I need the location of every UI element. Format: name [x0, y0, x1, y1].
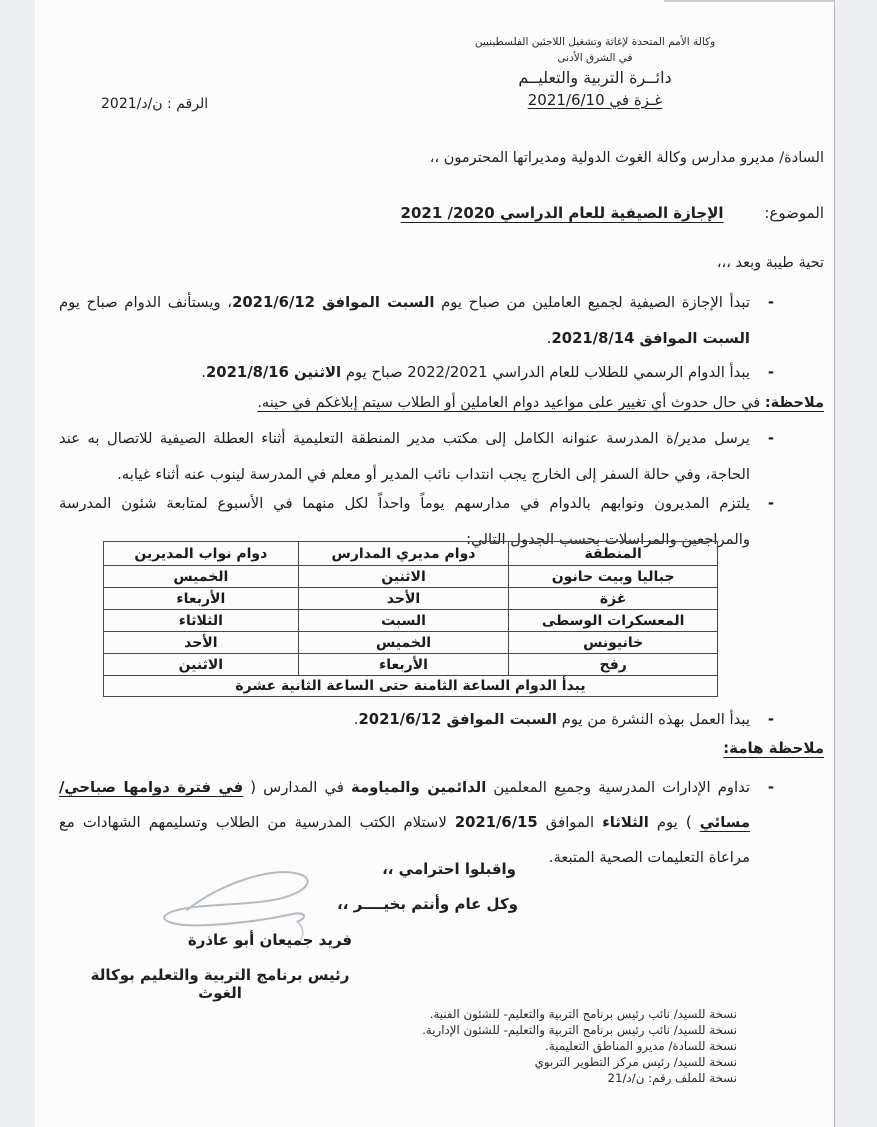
bullet-vacation-dates	[59, 285, 776, 357]
closing-line-1: واقبلوا احترامي ،،	[382, 860, 516, 878]
table-cell: الأحد	[298, 588, 509, 610]
attendance-schedule	[103, 541, 718, 697]
schedule-table	[103, 541, 718, 697]
table-cell: خانيونس	[509, 632, 718, 654]
table-cell: غزة	[509, 588, 718, 610]
cc-line: نسخة للملف رقم: ن/د/21	[607, 1071, 737, 1085]
cc-line: نسخة للسيد/ نائب رئيس برنامج التربية والتعليم- للشئون الفنية.	[429, 1007, 737, 1021]
addressee-line: السادة/ مديرو مدارس وكالة الغوث الدولية ومديراتها المحترمون ،،	[429, 150, 824, 166]
subject-title: الإجازة الصيفية للعام الدراسي 2020/ 2021	[400, 204, 724, 222]
bullet-effective-date	[59, 702, 776, 738]
bullet-text: يبدأ العمل بهذه النشرة من يوم السبت الموافق 2021/6/12.	[353, 711, 750, 728]
table-footer-cell: يبدأ الدوام الساعة الثامنة حتى الساعة الثانية عشرة	[104, 676, 718, 697]
bullet-dash: -	[767, 294, 774, 311]
table-cell: المعسكرات الوسطى	[509, 610, 718, 632]
cc-line: نسخة للسادة/ مديرو المناطق التعليمية.	[545, 1039, 737, 1053]
letter-page	[35, 0, 835, 1127]
place-and-date: غـزة في 2021/6/10	[527, 91, 663, 109]
closing-line-2: وكل عام وأنتم بخيــــر ،،	[337, 895, 518, 913]
table-row	[104, 654, 718, 676]
bullet-dash: -	[767, 711, 774, 728]
table-row	[104, 566, 718, 588]
bullet-principal-address	[59, 421, 776, 493]
table-footer-row	[104, 676, 718, 697]
bullet-dash: -	[767, 364, 774, 381]
table-cell: الاثنين	[104, 654, 299, 676]
signer-name: فريد جميعان أبو عاذرة	[187, 931, 353, 949]
table-header-row	[104, 542, 718, 566]
note-schedule-change: ملاحظة: في حال حدوث أي تغيير على مواعيد دوام العاملين أو الطلاب سيتم إبلاغكم في حينه.	[257, 395, 824, 411]
org-name-line2: في الشرق الأدنى	[557, 52, 633, 64]
department-name: دائــرة التربية والتعليــم	[518, 68, 672, 87]
table-header-cell: المنطقة	[509, 542, 718, 566]
cc-list	[422, 1006, 737, 1086]
subject-line	[401, 204, 824, 222]
table-cell: الأربعاء	[298, 654, 509, 676]
table-cell: الاثنين	[298, 566, 509, 588]
cc-line: نسخة للسيد/ نائب رئيس برنامج التربية والتعليم- للشئون الإدارية.	[422, 1023, 737, 1037]
bullet-dash: -	[767, 779, 774, 796]
bullet-dash: -	[767, 430, 774, 447]
table-cell: الأحد	[104, 632, 299, 654]
table-cell: رفح	[509, 654, 718, 676]
table-cell: السبت	[298, 610, 509, 632]
letterhead	[474, 34, 716, 111]
table-cell: الثلاثاء	[104, 610, 299, 632]
table-cell: جباليا وبيت حانون	[509, 566, 718, 588]
subject-label: الموضوع:	[764, 204, 824, 222]
bullet-text: تداوم الإدارات المدرسية وجميع المعلمين الدائمين والمياومة في المدارس ( في فترة دوامها صباحي/ مسائي ) يوم الثلاثاء الموافق 2021/6/15 لاستلام الكتب المدرسية من الطلاب وتسليمهم الشهادات مع مراعاة التعليمات الصحية المتبعة.	[59, 779, 751, 866]
bullet-students-start	[59, 355, 776, 391]
table-cell: الخميس	[298, 632, 509, 654]
scan-edge-artifact	[664, 0, 834, 2]
cc-line: نسخة للسيد/ رئيس مركز التطوير التربوي	[534, 1055, 737, 1069]
table-cell: الأربعاء	[104, 588, 299, 610]
reference-number: الرقم : ن/د/2021	[101, 96, 209, 112]
bullet-text: تبدأ الإجازة الصيفية لجميع العاملين من صباح يوم السبت الموافق 2021/6/12، ويستأنف الدوام صباح يوم السبت الموافق 2021/8/14.	[59, 294, 750, 347]
bullet-text: يرسل مدير/ة المدرسة عنوانه الكامل إلى مكتب مدير المنطقة التعليمية أثناء العطلة الصيفية للاتصال به عند الحاجة، وفي حالة السفر إلى الخارج يجب انتداب نائب المدير أو معلم في المدرسة لينوب عنه أثناء غيابه.	[59, 430, 750, 483]
table-row	[104, 632, 718, 654]
bullet-text: يلتزم المديرون ونوابهم بالدوام في مدارسهم يوماً واحداً لكل منهما في الأسبوع لمتابعة شئون المدرسة والمراجعين والمراسلات بحسب الجدول التالي:	[59, 495, 750, 548]
table-header-cell: دوام مديري المدارس	[298, 542, 509, 566]
bullet-text: يبدأ الدوام الرسمي للطلاب للعام الدراسي 2022/2021 صباح يوم الاثنين 2021/8/16.	[201, 364, 750, 381]
table-header-cell: دوام نواب المديرين	[104, 542, 299, 566]
bullet-dash: -	[767, 495, 774, 512]
important-note-heading: ملاحظة هامة:	[723, 739, 824, 757]
table-cell: الخميس	[104, 566, 299, 588]
table-row	[104, 588, 718, 610]
greeting-line: تحية طيبة وبعد ،،،	[716, 255, 824, 271]
org-name-line1: وكالة الأمم المتحدة لإغاثة وتشغيل اللاجئين الفلسطينيين	[474, 36, 716, 48]
signer-title: رئيس برنامج التربية والتعليم بوكالة الغوث	[90, 966, 350, 1002]
table-row	[104, 610, 718, 632]
